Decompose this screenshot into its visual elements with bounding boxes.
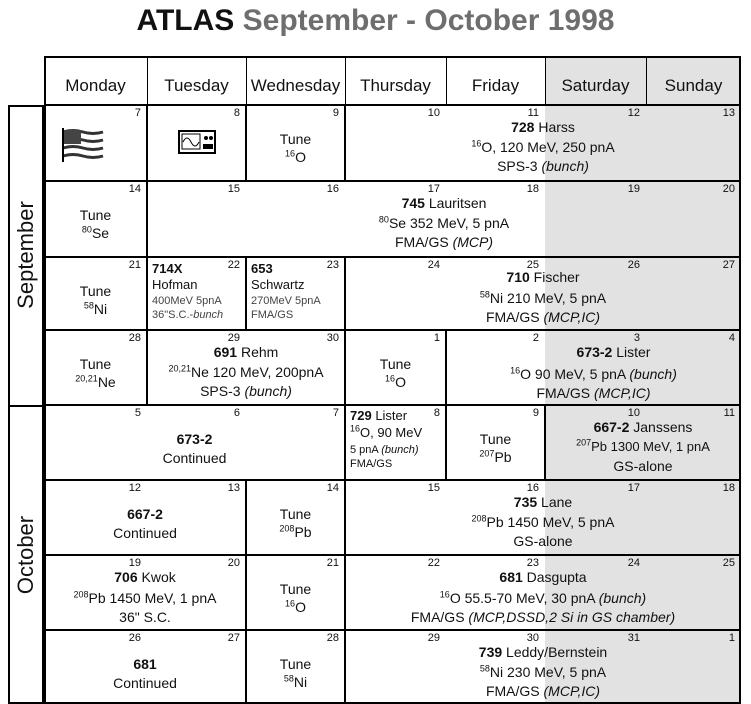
day-number: 13 bbox=[227, 482, 240, 494]
experiment-name: Kwok bbox=[137, 569, 176, 585]
mode: (MCP,IC) bbox=[594, 385, 651, 401]
day-number: 30 bbox=[326, 332, 339, 344]
day-number: 20 bbox=[722, 183, 735, 195]
device: 36"S.C.- bbox=[152, 309, 194, 321]
isotope-mass: 16 bbox=[439, 589, 450, 600]
isotope-symbol: Se bbox=[91, 225, 110, 241]
experiment-name: Rehm bbox=[237, 344, 279, 360]
device: FMA/GS bbox=[350, 458, 393, 470]
day-label-thursday: Thursday bbox=[360, 76, 431, 95]
header-col-divider bbox=[446, 56, 447, 105]
day-number: 24 bbox=[627, 557, 640, 569]
device: FMA/GS bbox=[536, 385, 595, 401]
day-number: 31 bbox=[627, 632, 640, 644]
day-number: 27 bbox=[227, 632, 240, 644]
isotope-mass: 16 bbox=[510, 365, 521, 376]
day-number: 9 bbox=[332, 107, 339, 119]
day-label-wednesday: Wednesday bbox=[250, 76, 341, 95]
tune-label: Tune bbox=[379, 356, 412, 372]
header-col-divider bbox=[345, 56, 346, 105]
mode: (bunch) bbox=[244, 383, 292, 399]
header-divider bbox=[44, 104, 741, 106]
tune-label: Tune bbox=[79, 356, 112, 372]
isotope-mass: 16 bbox=[471, 138, 482, 149]
title-dates: September - October 1998 bbox=[242, 4, 615, 37]
device: SPS-3 bbox=[497, 158, 542, 174]
experiment-number: 728 bbox=[511, 119, 535, 135]
isotope-mass: 20,21 bbox=[168, 363, 191, 374]
isotope-symbol: Ne bbox=[97, 374, 116, 390]
day-label-saturday: Saturday bbox=[561, 76, 630, 95]
day-number: 1 bbox=[728, 632, 735, 644]
isotope-mass: 16 bbox=[285, 148, 296, 159]
beam-spec: O, 120 MeV, 250 pnA bbox=[481, 139, 615, 155]
day-number: 29 bbox=[427, 632, 440, 644]
mode: (bunch) bbox=[381, 444, 419, 456]
experiment-name: Schwartz bbox=[251, 277, 305, 292]
day-number: 7 bbox=[332, 407, 339, 419]
day-number: 22 bbox=[427, 557, 440, 569]
day-number: 28 bbox=[326, 632, 339, 644]
day-number: 7 bbox=[134, 107, 141, 119]
day-number: 14 bbox=[326, 482, 339, 494]
beam-spec: Ni 210 MeV, 5 pnA bbox=[489, 290, 607, 306]
mode: bunch bbox=[193, 309, 224, 321]
beam-spec: Pb 1300 MeV, 1 pnA bbox=[591, 439, 710, 454]
isotope-mass: 58 bbox=[83, 300, 94, 311]
day-number: 26 bbox=[627, 259, 640, 271]
day-number: 2 bbox=[532, 332, 539, 344]
beam-spec: Ne 120 MeV, 200pnA bbox=[190, 364, 324, 380]
experiment-name: Lauritsen bbox=[424, 195, 487, 211]
day-number: 19 bbox=[627, 183, 640, 195]
day-number: 25 bbox=[526, 259, 539, 271]
continued-label: Continued bbox=[113, 525, 177, 541]
experiment-name: Lane bbox=[537, 494, 573, 510]
tune-label: Tune bbox=[279, 131, 312, 147]
isotope-mass: 208 bbox=[471, 513, 487, 524]
experiment-name: Lister bbox=[612, 344, 651, 360]
day-number: 1 bbox=[433, 332, 440, 344]
day-number: 12 bbox=[627, 107, 640, 119]
isotope-mass: 16 bbox=[350, 423, 361, 434]
header-col-divider bbox=[246, 56, 247, 105]
tune-label: Tune bbox=[279, 506, 312, 522]
mode: (bunch) bbox=[598, 590, 647, 606]
isotope-symbol: Ni bbox=[293, 674, 308, 690]
day-number: 3 bbox=[633, 332, 640, 344]
mode: (MCP,IC) bbox=[543, 309, 601, 325]
experiment-name: Harss bbox=[534, 119, 575, 135]
month-september: September bbox=[13, 201, 38, 309]
beam-spec: O, 90 MeV bbox=[360, 425, 423, 440]
day-label-friday: Friday bbox=[471, 76, 520, 95]
beam-spec: O 90 MeV, 5 pnA bbox=[520, 366, 630, 382]
isotope-mass: 58 bbox=[479, 663, 490, 674]
day-number: 9 bbox=[532, 407, 539, 419]
day-number: 30 bbox=[526, 632, 539, 644]
day-number: 8 bbox=[233, 107, 240, 119]
day-number: 29 bbox=[227, 332, 240, 344]
experiment-name: Fischer bbox=[529, 269, 580, 285]
experiment-number: 673-2 bbox=[576, 344, 613, 360]
isotope-mass: 58 bbox=[283, 673, 294, 684]
beam-spec: O 55.5-70 MeV, 30 pnA bbox=[449, 590, 599, 606]
day-number: 28 bbox=[128, 332, 141, 344]
experiment-number: 729 bbox=[350, 408, 372, 423]
experiment-number: 710 bbox=[506, 269, 530, 285]
device: FMA/GS bbox=[485, 309, 544, 325]
day-number: 24 bbox=[427, 259, 440, 271]
device: SPS-3 bbox=[200, 383, 245, 399]
isotope-symbol: O bbox=[295, 599, 306, 615]
experiment-name: Janssens bbox=[629, 419, 693, 435]
isotope-symbol: Pb bbox=[294, 524, 312, 540]
day-label-sunday: Sunday bbox=[664, 76, 723, 95]
day-number: 13 bbox=[722, 107, 735, 119]
day-number: 18 bbox=[722, 482, 735, 494]
experiment-number: 739 bbox=[478, 644, 503, 660]
day-number: 15 bbox=[227, 183, 240, 195]
beam-spec: Se 352 MeV, 5 pnA bbox=[388, 215, 510, 231]
day-number: 6 bbox=[233, 407, 240, 419]
device: FMA/GS bbox=[410, 609, 469, 625]
day-number: 10 bbox=[427, 107, 440, 119]
day-number: 22 bbox=[227, 259, 240, 271]
tune-label: Tune bbox=[79, 207, 112, 223]
day-number: 26 bbox=[128, 632, 141, 644]
continued-label: Continued bbox=[162, 450, 227, 466]
device: FMA/GS bbox=[395, 234, 453, 250]
day-number: 20 bbox=[227, 557, 240, 569]
day-number: 18 bbox=[526, 183, 539, 195]
header-col-divider bbox=[147, 56, 148, 105]
experiment-number: 691 bbox=[213, 344, 238, 360]
beam-spec: 270MeV 5pnA bbox=[251, 295, 321, 307]
day-number: 15 bbox=[427, 482, 440, 494]
day-label-monday: Monday bbox=[65, 76, 126, 95]
experiment-number: 653 bbox=[251, 261, 273, 276]
mode: (bunch) bbox=[541, 158, 589, 174]
day-number: 16 bbox=[526, 482, 539, 494]
day-number: 11 bbox=[723, 407, 735, 419]
month-divider bbox=[8, 405, 44, 407]
experiment-name: Dasgupta bbox=[522, 569, 587, 585]
experiment-number: 667-2 bbox=[593, 419, 630, 435]
day-number: 21 bbox=[128, 259, 141, 271]
device: 36" S.C. bbox=[119, 609, 171, 625]
isotope-symbol: O bbox=[295, 149, 306, 165]
experiment-number: 745 bbox=[401, 195, 425, 211]
day-number: 5 bbox=[134, 407, 141, 419]
day-number: 21 bbox=[326, 557, 339, 569]
isotope-mass: 208 bbox=[73, 589, 89, 600]
beam-spec: 400MeV 5pnA bbox=[152, 295, 222, 307]
mode: (bunch) bbox=[629, 366, 677, 382]
isotope-mass: 58 bbox=[479, 289, 490, 300]
day-number: 23 bbox=[326, 259, 339, 271]
continued-label: Continued bbox=[113, 675, 177, 691]
day-number: 10 bbox=[627, 407, 640, 419]
tune-label: Tune bbox=[479, 431, 512, 447]
mode: (MCP,DSSD,2 Si in GS chamber) bbox=[468, 609, 676, 625]
mode: (MCP,IC) bbox=[543, 683, 601, 699]
isotope-mass: 207 bbox=[479, 448, 495, 459]
day-number: 17 bbox=[427, 183, 440, 195]
experiment-name: Hofman bbox=[152, 277, 198, 292]
isotope-mass: 16 bbox=[285, 598, 296, 609]
experiment-number: 681 bbox=[133, 656, 157, 672]
isotope-mass: 16 bbox=[385, 373, 396, 384]
day-number: 4 bbox=[728, 332, 735, 344]
experiment-number: 681 bbox=[499, 569, 523, 585]
experiment-number: 706 bbox=[114, 569, 138, 585]
calendar-frame bbox=[44, 56, 741, 704]
day-number: 25 bbox=[722, 557, 735, 569]
isotope-mass: 20,21 bbox=[75, 373, 98, 384]
isotope-symbol: O bbox=[395, 374, 406, 390]
experiment-name: Lister bbox=[371, 408, 408, 423]
header-col-divider bbox=[646, 56, 647, 105]
experiment-number: 735 bbox=[513, 494, 538, 510]
experiment-number: 714X bbox=[152, 261, 183, 276]
day-number: 11 bbox=[527, 107, 539, 119]
isotope-symbol: Pb bbox=[494, 449, 512, 465]
tune-label: Tune bbox=[279, 656, 312, 672]
title-atlas: ATLAS bbox=[136, 4, 235, 37]
mode: (MCP) bbox=[452, 234, 493, 250]
day-number: 14 bbox=[128, 183, 141, 195]
device: FMA/GS bbox=[485, 683, 544, 699]
experiment-number: 673-2 bbox=[176, 431, 213, 447]
device: GS-alone bbox=[613, 458, 673, 474]
day-number: 8 bbox=[433, 407, 440, 419]
beam-spec: Pb 1450 MeV, 1 pnA bbox=[88, 590, 217, 606]
day-label-tuesday: Tuesday bbox=[164, 76, 229, 95]
day-number: 16 bbox=[326, 183, 339, 195]
isotope-mass: 208 bbox=[279, 523, 295, 534]
isotope-mass: 80 bbox=[81, 224, 92, 235]
month-october: October bbox=[13, 515, 38, 594]
day-number: 12 bbox=[128, 482, 141, 494]
tune-label: Tune bbox=[279, 581, 312, 597]
day-number: 27 bbox=[722, 259, 735, 271]
day-number: 23 bbox=[526, 557, 539, 569]
beam-spec: 5 pnA bbox=[350, 444, 382, 456]
day-number: 17 bbox=[627, 482, 640, 494]
experiment-number: 667-2 bbox=[127, 506, 163, 522]
beam-spec: Pb 1450 MeV, 5 pnA bbox=[486, 514, 615, 530]
device: GS-alone bbox=[513, 533, 573, 549]
isotope-mass: 80 bbox=[378, 214, 389, 225]
experiment-name: Leddy/Bernstein bbox=[502, 644, 608, 660]
tune-label: Tune bbox=[79, 283, 112, 299]
header-col-divider bbox=[545, 56, 546, 105]
device: FMA/GS bbox=[251, 309, 294, 321]
isotope-mass: 207 bbox=[576, 437, 592, 448]
day-number: 19 bbox=[128, 557, 141, 569]
beam-spec: Ni 230 MeV, 5 pnA bbox=[489, 664, 607, 680]
isotope-symbol: Ni bbox=[93, 301, 108, 317]
